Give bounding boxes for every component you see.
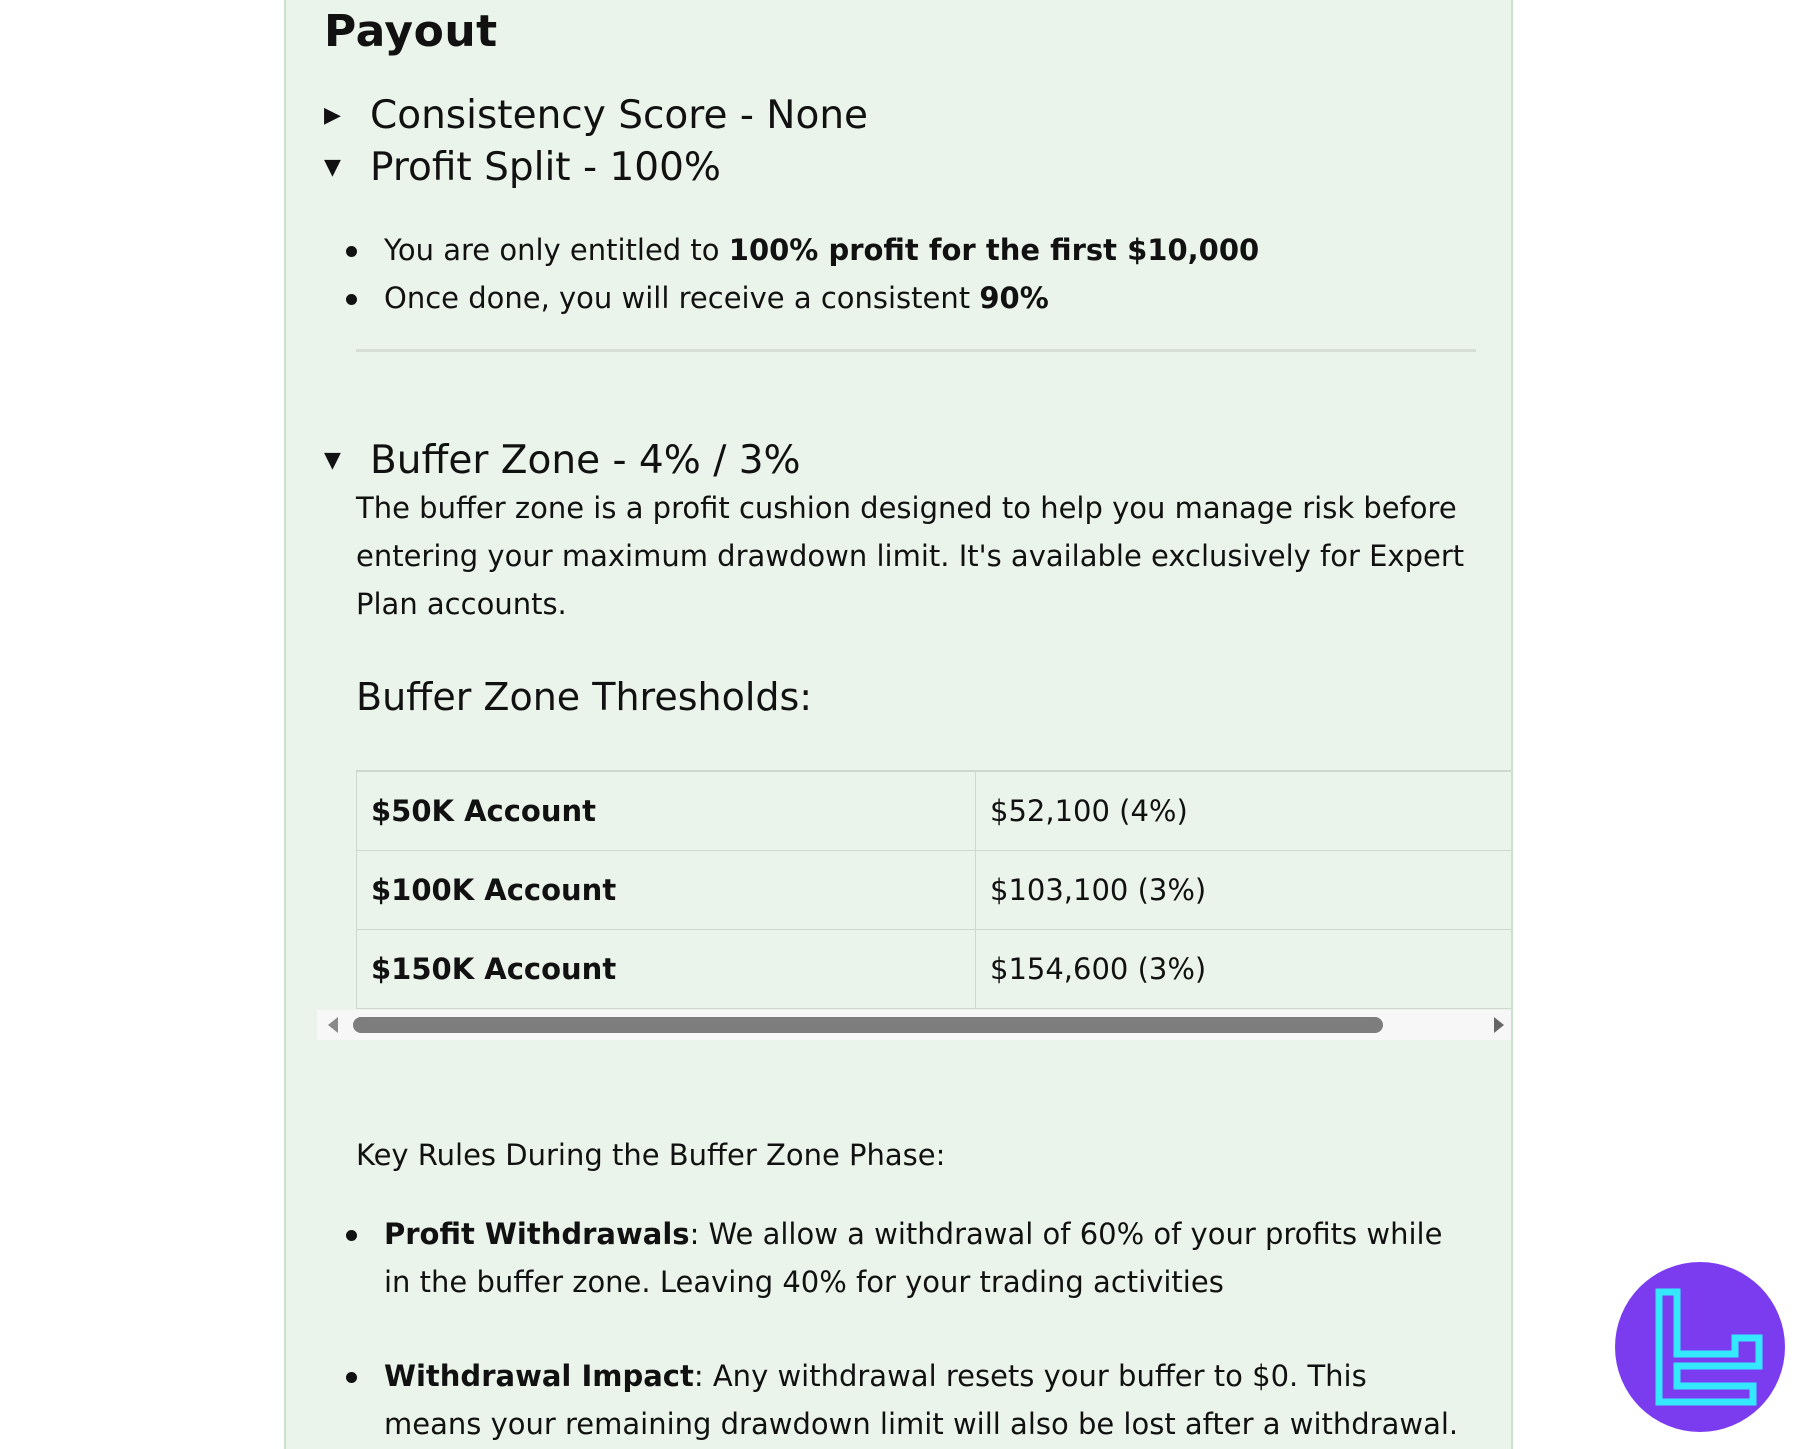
buffer-zone-label: Buffer Zone - 4% / 3% bbox=[370, 438, 801, 483]
scroll-right-arrow-icon[interactable] bbox=[1487, 1014, 1509, 1036]
profit-split-list bbox=[346, 228, 1259, 324]
horizontal-scrollbar[interactable] bbox=[317, 1010, 1513, 1040]
scroll-left-arrow-icon[interactable] bbox=[323, 1014, 345, 1036]
list-item: Once done, you will receive a consistent 90% bbox=[346, 276, 1259, 324]
value-cell: $103,100 (3%) bbox=[976, 851, 1514, 930]
list-item: Profit Withdrawals: We allow a withdrawal of 60% of your profits while in the buffer zone. Leaving 40% for your trading activities bbox=[346, 1210, 1466, 1306]
list-item: You are only entitled to 100% profit for the first $10,000 bbox=[346, 228, 1259, 276]
profit-split-label: Profit Split - 100% bbox=[370, 145, 721, 190]
brand-logo-icon bbox=[1615, 1262, 1785, 1432]
list-item: Withdrawal Impact: Any withdrawal resets your buffer to $0. This means your remaining drawdown limit will also be lost after a withdrawal. bbox=[346, 1352, 1466, 1448]
thresholds-table-container[interactable] bbox=[356, 770, 1513, 1010]
thresholds-table bbox=[356, 770, 1513, 1009]
account-cell: $100K Account bbox=[357, 851, 976, 930]
thresholds-heading: Buffer Zone Thresholds: bbox=[356, 675, 813, 719]
consistency-score-label: Consistency Score - None bbox=[370, 93, 869, 138]
profit-split-toggle[interactable] bbox=[324, 145, 721, 190]
buffer-zone-toggle[interactable] bbox=[324, 438, 801, 483]
page-title: Payout bbox=[324, 6, 498, 57]
account-cell: $150K Account bbox=[357, 930, 976, 1009]
table-row bbox=[357, 930, 1514, 1009]
triangle-down-icon: ▼ bbox=[324, 447, 341, 473]
consistency-score-toggle[interactable] bbox=[324, 93, 868, 138]
scrollbar-thumb[interactable] bbox=[353, 1017, 1383, 1033]
triangle-down-icon: ▼ bbox=[324, 154, 341, 180]
buffer-zone-description: The buffer zone is a profit cushion designed to help you manage risk before entering your maximum drawdown limit. It's available exclusively for Expert Plan accounts. bbox=[356, 491, 1465, 621]
table-row bbox=[357, 851, 1514, 930]
rules-list bbox=[346, 1210, 1466, 1449]
rules-intro: Key Rules During the Buffer Zone Phase: bbox=[356, 1138, 946, 1172]
divider bbox=[356, 349, 1476, 352]
account-cell: $50K Account bbox=[357, 771, 976, 851]
payout-panel bbox=[284, 0, 1513, 1449]
triangle-right-icon: ▶ bbox=[324, 102, 341, 128]
value-cell: $52,100 (4%) bbox=[976, 771, 1514, 851]
value-cell: $154,600 (3%) bbox=[976, 930, 1514, 1009]
table-row bbox=[357, 771, 1514, 851]
